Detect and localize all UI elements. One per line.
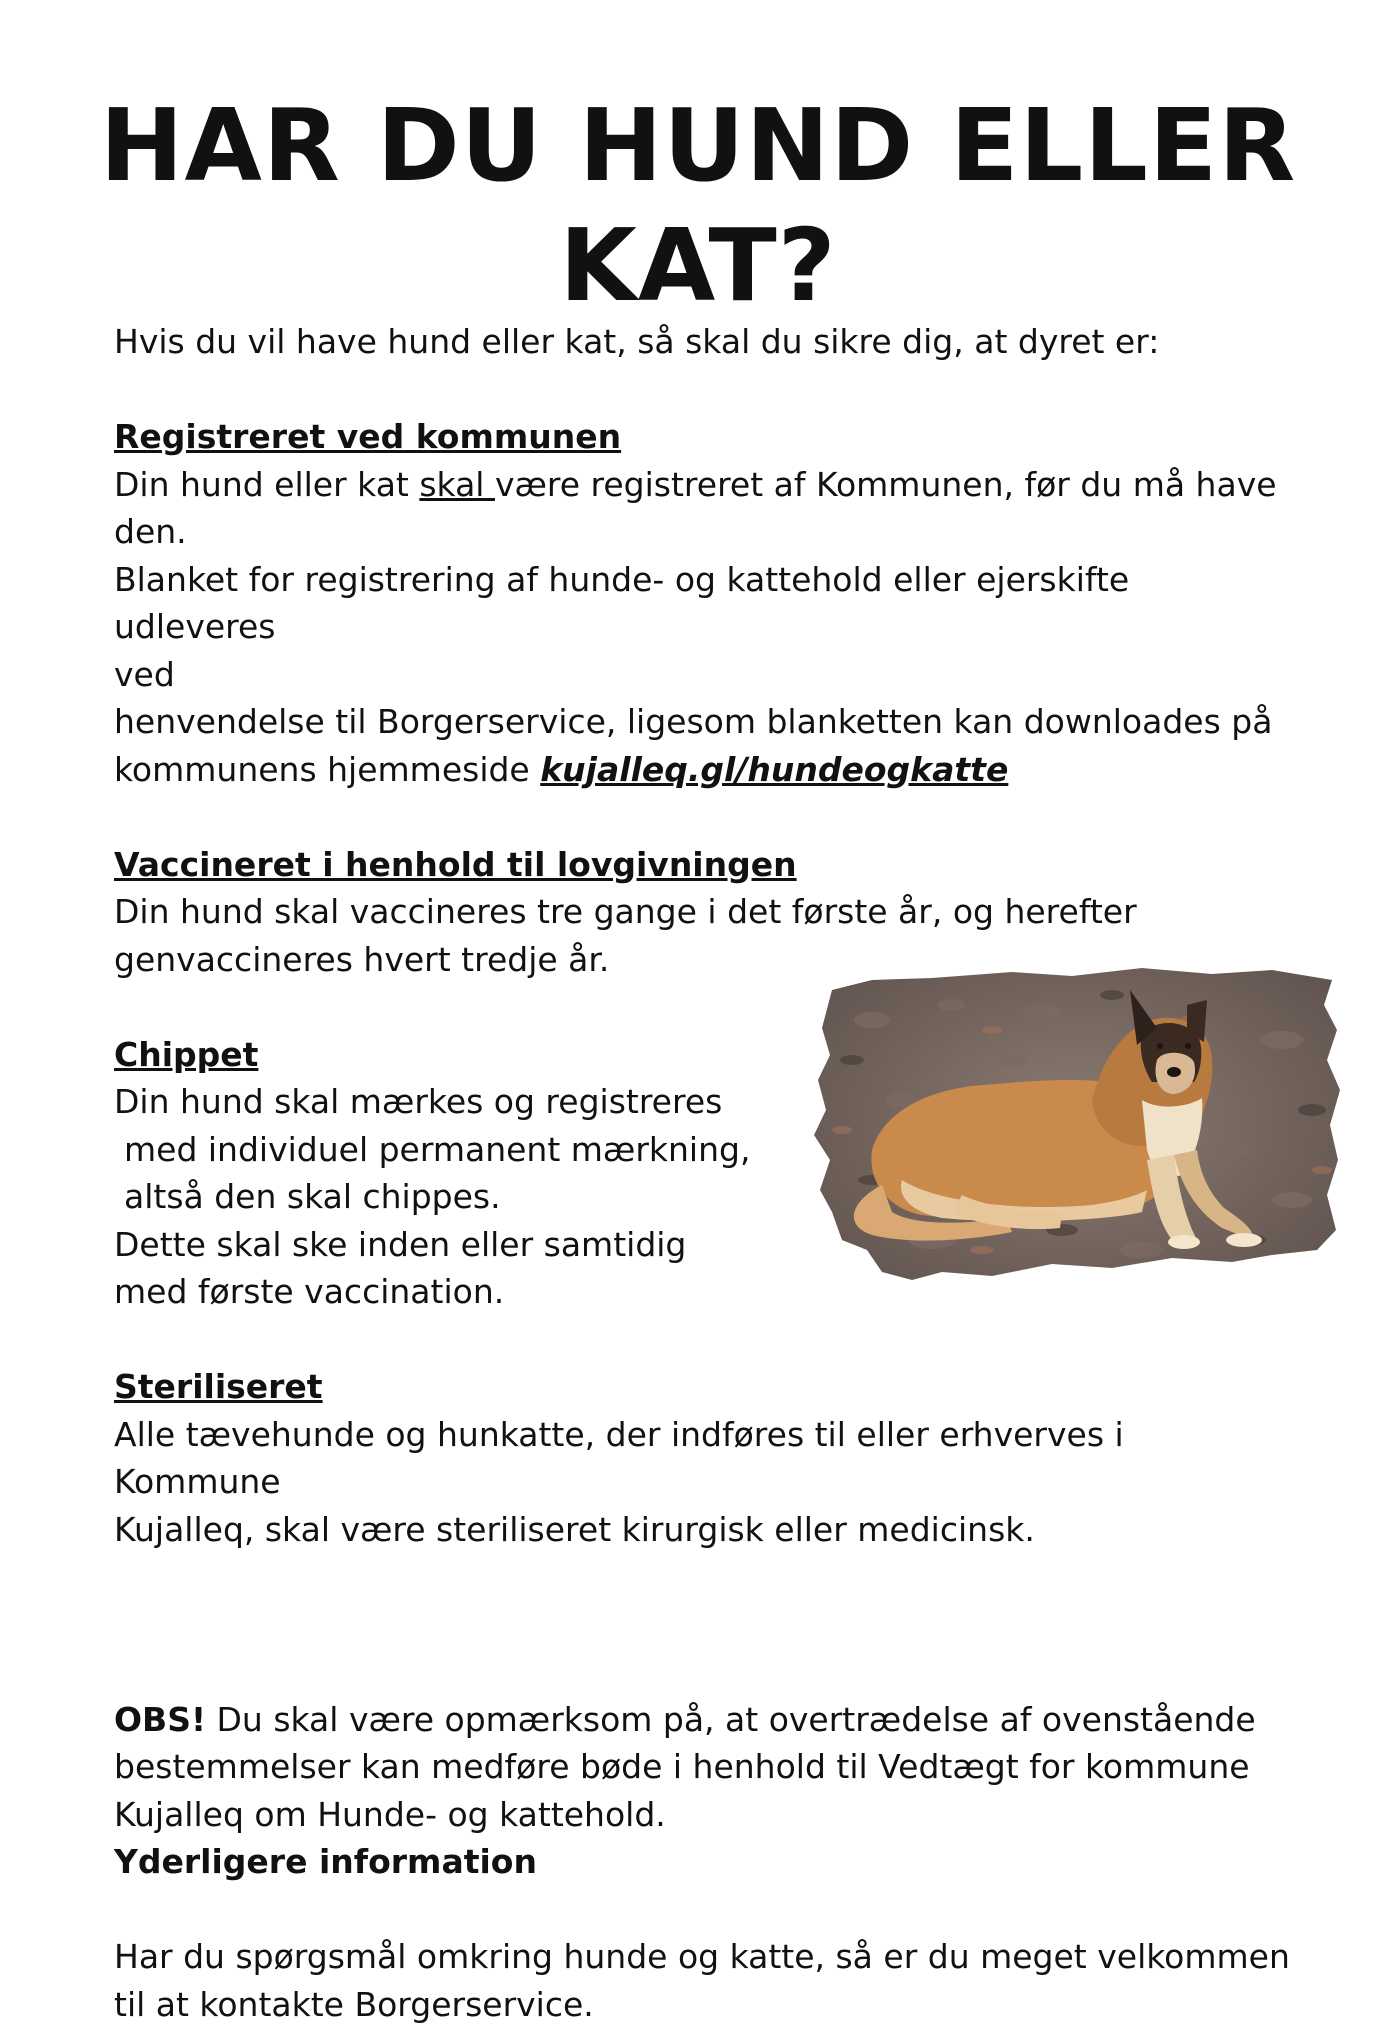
registered-line6: kommunens hjemmeside kujalleq.gl/hundeogkatte bbox=[114, 746, 1294, 794]
intro-text: Hvis du vil have hund eller kat, så skal du sikre dig, at dyret er: bbox=[114, 318, 1294, 366]
sterilized-line1: Alle tævehunde og hunkatte, der indføres til eller erhverves i Kommune bbox=[114, 1411, 1294, 1506]
more-info-heading: Yderligere information bbox=[114, 1838, 1294, 1886]
section-heading-chipped: Chippet bbox=[114, 1031, 1294, 1079]
registered-line3: Blanket for registrering af hunde- og kattehold eller ejerskifte udleveres bbox=[114, 556, 1294, 651]
notice-line3: Kujalleq om Hunde- og kattehold. bbox=[114, 1791, 1294, 1839]
registered-line4: ved bbox=[114, 651, 1294, 699]
chipped-line2: med individuel permanent mærkning, bbox=[114, 1126, 1294, 1174]
section-heading-vaccinated: Vaccineret i henhold til lovgivningen bbox=[114, 841, 1294, 889]
chipped-line5: med første vaccination. bbox=[114, 1268, 1294, 1316]
section-heading-sterilized: Steriliseret bbox=[114, 1363, 1294, 1411]
notice-line2: bestemmelser kan medføre bøde i henhold til Vedtægt for kommune bbox=[114, 1743, 1294, 1791]
chipped-line3: altså den skal chippes. bbox=[114, 1173, 1294, 1221]
sterilized-line2: Kujalleq, skal være steriliseret kirurgisk eller medicinsk. bbox=[114, 1506, 1294, 1554]
chipped-line1: Din hund skal mærkes og registreres bbox=[114, 1078, 1294, 1126]
registered-line1: Din hund eller kat skal være registreret af Kommunen, før du må have bbox=[114, 461, 1294, 509]
registered-line2: den. bbox=[114, 508, 1294, 556]
more-info-line2: til at kontakte Borgerservice. bbox=[114, 1981, 1294, 2028]
website-link[interactable]: kujalleq.gl/hundeogkatte bbox=[540, 750, 1008, 789]
notice-line1: OBS! Du skal være opmærksom på, at overtrædelse af ovenstående bbox=[114, 1696, 1294, 1744]
section-heading-registered: Registreret ved kommunen bbox=[114, 413, 1294, 461]
registered-line5: henvendelse til Borgerservice, ligesom blanketten kan downloades på bbox=[114, 698, 1294, 746]
emphasis-skal: skal bbox=[419, 465, 495, 504]
notice-label: OBS! bbox=[114, 1700, 206, 1739]
chipped-line4: Dette skal ske inden eller samtidig bbox=[114, 1221, 1294, 1269]
vaccinated-line2: genvaccineres hvert tredje år. bbox=[114, 936, 1294, 984]
more-info-line1: Har du spørgsmål omkring hunde og katte, så er du meget velkommen bbox=[114, 1933, 1294, 1981]
dog-photo bbox=[812, 950, 1342, 1295]
page-title: HAR DU HUND ELLER KAT? bbox=[0, 86, 1396, 326]
vaccinated-line1: Din hund skal vaccineres tre gange i det første år, og herefter bbox=[114, 888, 1294, 936]
